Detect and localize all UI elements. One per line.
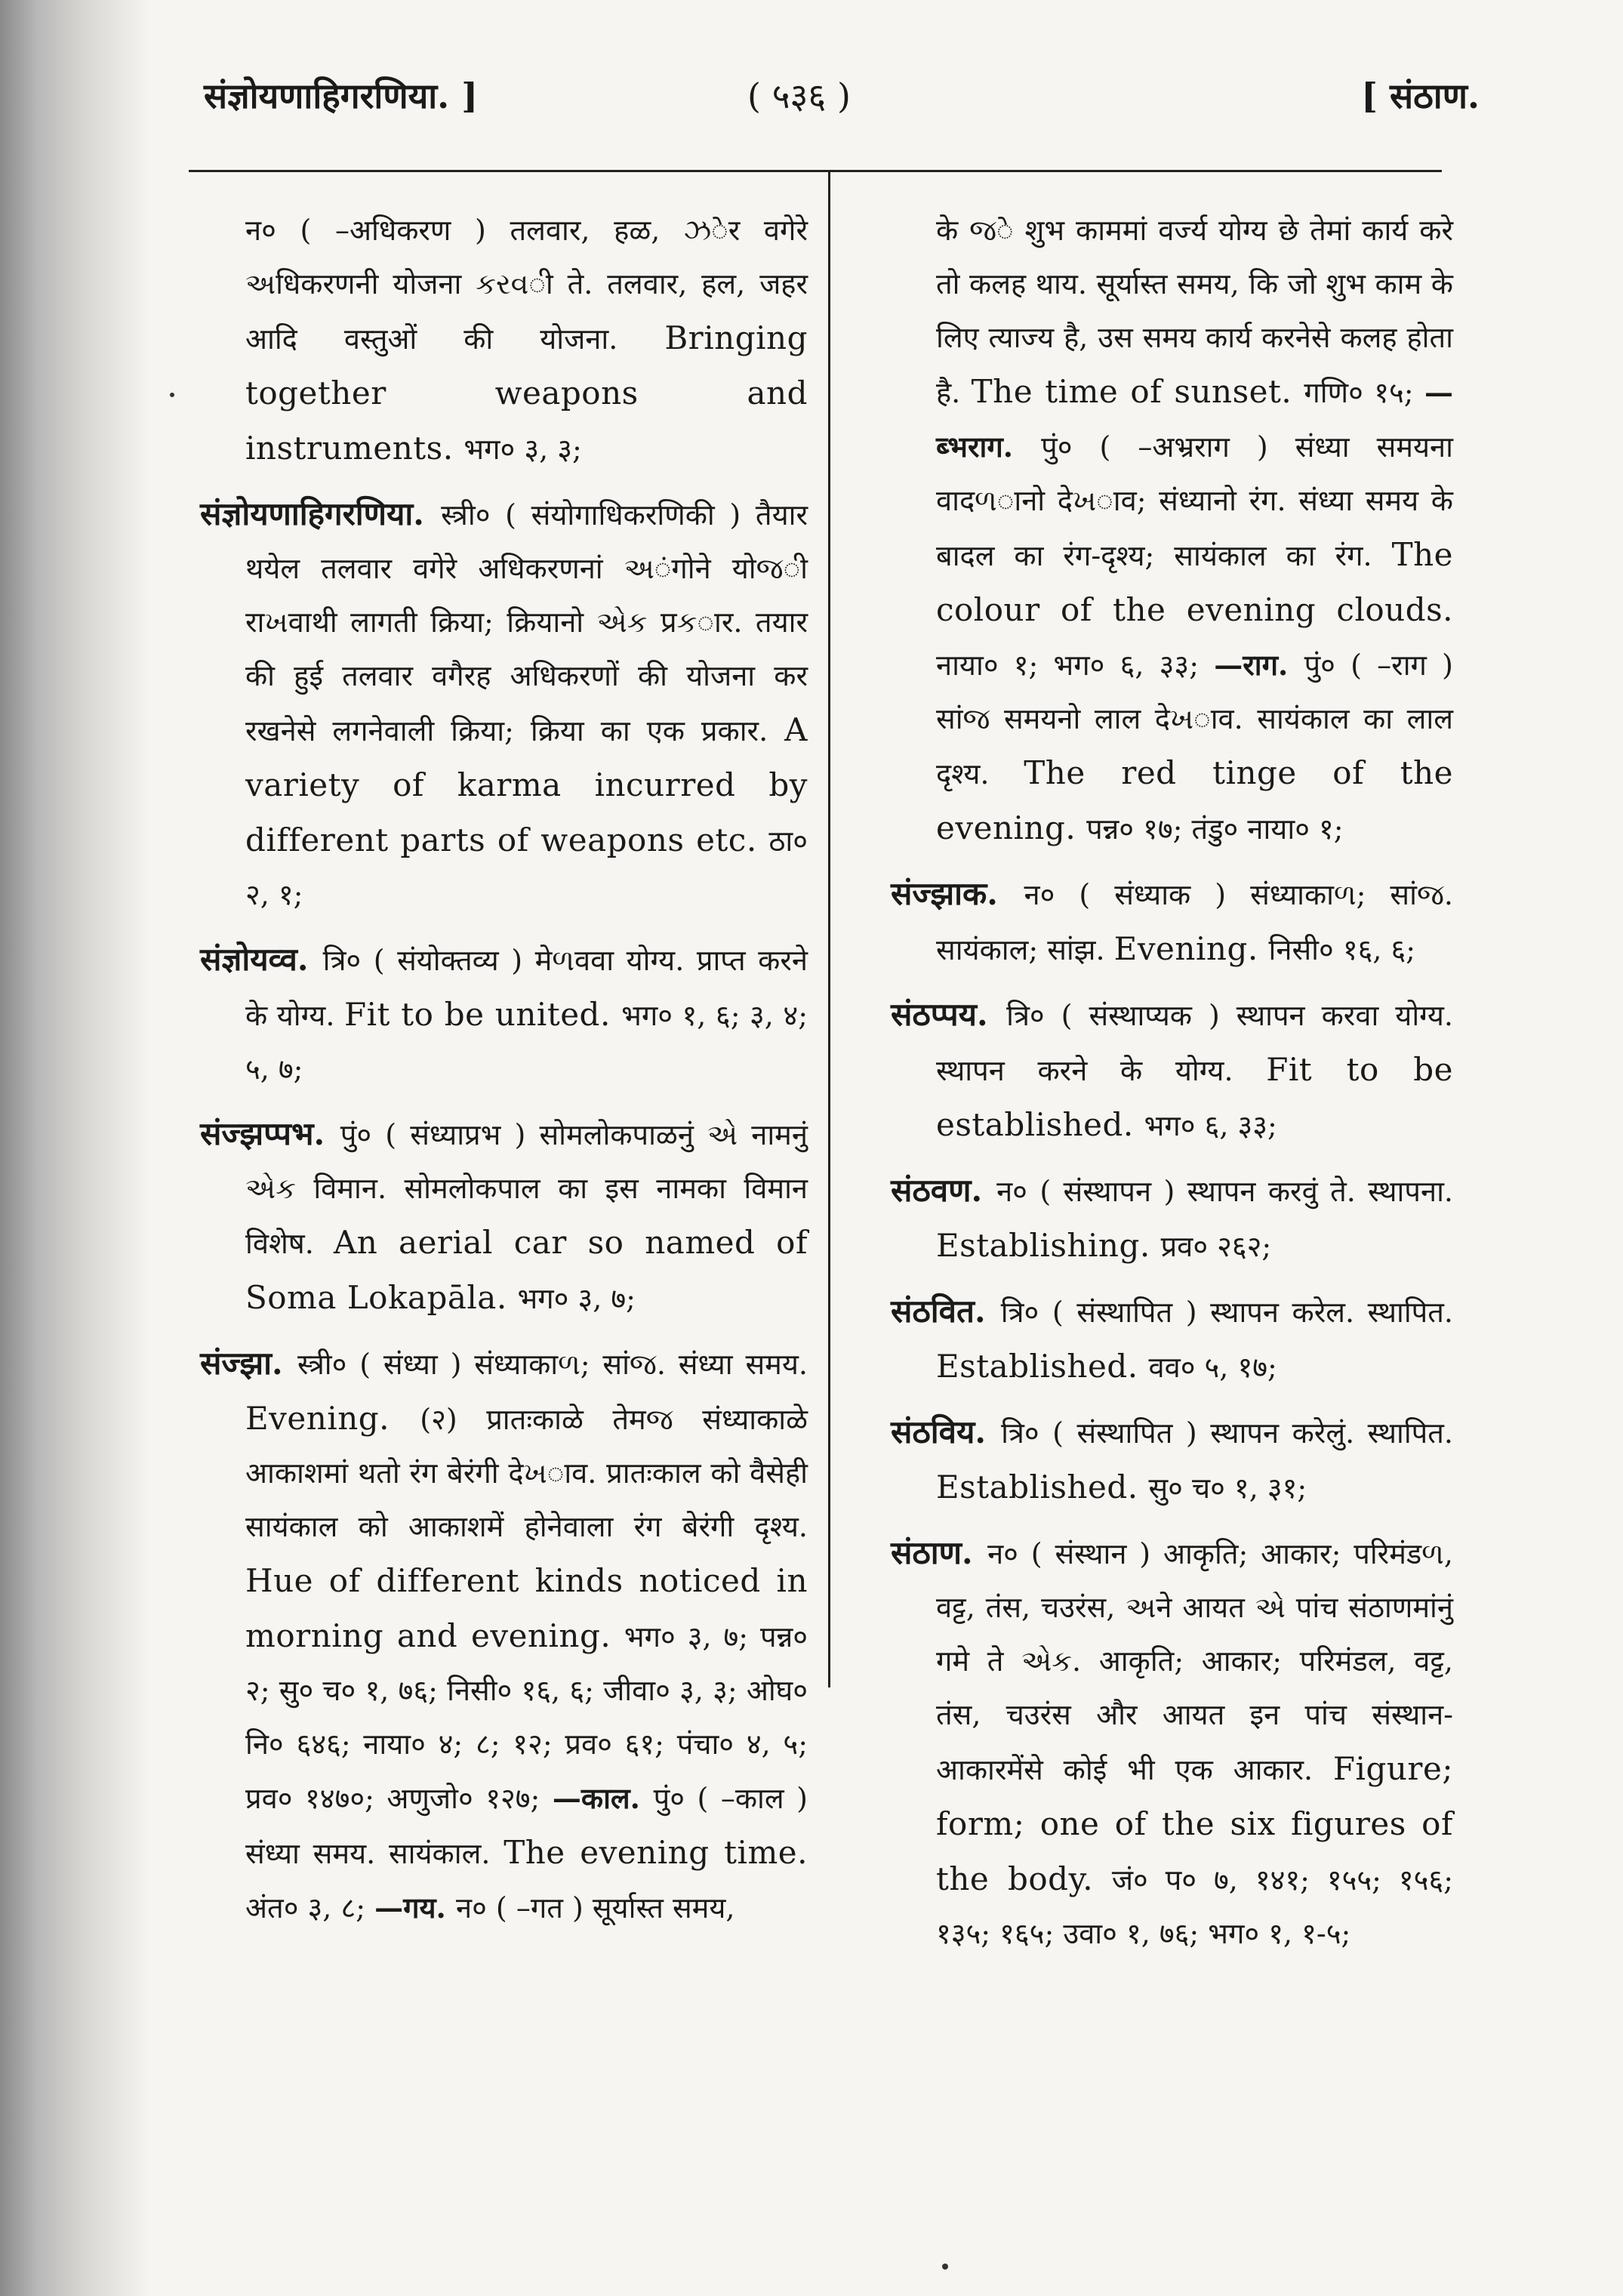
entry-english: Bringing together weapons and instruments. [245,319,808,467]
entry-text: न० ( संध्याक ) संध्याकाળ; सांજ. सायंकाल; सांझ. [936,878,1453,966]
page-binding-shadow [0,0,151,2296]
entry-headword: संज्झाक. [891,875,1024,912]
entry-headword: संठवित. [891,1293,1001,1330]
subentry-headword-2: —गय. [374,1891,456,1925]
entry-headword: संठप्पय. [891,996,1007,1033]
column-divider [828,170,830,1687]
subentry-english: The evening time. [504,1834,808,1871]
entry-headword: संठाण. [891,1534,988,1571]
subentry-text-2: न० ( –गत ) सूर्यास्त समय, [456,1891,735,1925]
entry-refs: भग० ३, ७; [517,1282,636,1315]
subentry-text: पुं० ( –काल ) संध्या समय. सायंकाल. [245,1782,808,1870]
entry-english: Figure; form; one of the six figures of the body. [936,1750,1453,1897]
entry-refs: भग० ३, ७; पन्न० २; सु० च० १, ७६; निसी० १६, ६; जीवा० ३, ३; ओघ० नि० ६४६; नाया० ४; ८; १२; प्रव० ६१; पंचा० ४, ५; प्रव० १४७०; अणुजो० १२७; [245,1620,808,1815]
dictionary-entry [891,1163,1453,1274]
margin-mark [170,393,174,397]
subentry-headword: —काल. [552,1781,654,1815]
entry-text: न० ( संस्थान ) आकृति; आकार; परिमंडળ, वट्ट, तंस, चउरंस, અने आयत એ पांच संठाणमांनुं गमे ते એક. आकृति; आकार; परिमंडल, वट्ट, तंस, चउरंस और आयत इन पांच संस्थान-आकारमेंसे कोई भी एक आकार. [936,1537,1453,1786]
dictionary-entry [891,204,1453,856]
entry-english: Fit to be established. [936,1051,1453,1143]
entry-english: An aerial car so named of Soma Lokapāla. [245,1224,808,1316]
header-left-word: संज्ञोयणाहिगरणिया. ] [204,76,478,116]
entry-refs: गणि० १५; [1304,376,1425,409]
entry-refs: सु० च० १, ३१; [1148,1472,1307,1505]
entry-headword: संठविय. [891,1413,1002,1450]
entry-text: के જे शुभ काममां वर्ज्य योग्य छे तेमां कार्य करे तो कलह थाय. सूर्यास्त समय, कि जो शुभ काम के लिए त्याज्य है, उस समय कार्य करनेसे कलह होता है. [936,214,1453,409]
header-right-word: [ संठाण. [1361,76,1480,116]
entry-text: न० ( संस्थापन ) स्थापन करवुं ते. स्थापना. [996,1175,1453,1208]
entry-text-2: (२) प्रातःकाळे तेमજ संध्याकाळे आकाशमां थतो रंग बेरंगी देખाव. प्रातःकाल को वैसेही सायंकाल को आकाशमें होनेवाला रंग बेरंगी दृश्य. [245,1403,808,1543]
entry-refs: जं० प० ७, १४१; १५५; १५६; १३५; १६५; उवा० १, ७६; भग० १, १-५; [936,1863,1453,1950]
entry-english-2: Hue of different kinds noticed in morning and evening. [245,1562,808,1654]
entry-text: त्रि० ( संयोक्तव्य ) मेળववा योग्य. प्राप्त करने के योग्य. [245,944,808,1032]
entry-refs: ठा० २, १; [245,824,808,911]
subentry-english: The colour of the evening clouds. [936,536,1453,628]
dictionary-entry [200,1336,808,1935]
right-column [891,204,1453,1971]
entry-refs: भग० ६, ३३; [1144,1109,1277,1142]
subentry-english-2: The red tinge of the evening. [936,754,1453,846]
entry-headword: संज्ञोयव्व. [200,941,323,978]
dictionary-entry [891,1284,1453,1395]
entry-text: पुं० ( संध्याप्रभ ) सोमलोकपाळनुं એ नामनुं એક विमान. सोमलोकपाल का इस नामका विमान विशेष. [245,1118,808,1260]
dictionary-entry [200,487,808,922]
entry-text: न० ( –अधिकरण ) तलवार, हळ, ઝेर वगेरे અधिकरणनी योजना કરવी ते. तलवार, हल, जहर आदि वस्तुओं की योजना. [245,214,808,356]
entry-text: स्त्री० ( संध्या ) संध्याकाળ; सांજ. संध्या समय. [297,1348,808,1381]
page-speck [942,2264,948,2270]
entry-headword: संज्झप्पभ. [200,1115,340,1152]
dictionary-entry [891,988,1453,1153]
entry-refs: भग० १, ६; ३, ४; ५, ७; [245,999,808,1086]
entry-refs: प्रव० २६२; [1160,1230,1272,1263]
dictionary-entry [200,204,808,476]
subentry-refs: नाया० १; भग० ६, ३३; [936,649,1215,682]
entry-english: Establishing. [936,1227,1161,1264]
subentry-refs: अंत० ३, ८; [245,1891,375,1925]
entry-refs: वव० ५, १७; [1148,1351,1277,1384]
page-number: ( ५३६ ) [747,76,851,116]
dictionary-entry [200,1107,808,1326]
header-rule [189,170,1442,172]
entry-english: Evening. [245,1400,420,1437]
subentry-refs-2: पन्न० १७; तंडु० नाया० १; [1086,812,1344,846]
entry-text: त्रि० ( संस्थाप्यक ) स्थापन करवा योग्य. स्थापन करने के योग्य. [936,999,1453,1087]
left-column [200,204,808,1946]
entry-headword: संज्झा. [200,1345,298,1382]
subentry-text: पुं० ( –अभ्रराग ) संध्या समयना वादળानो देખाव; संध्यानो रंग. संध्या समय के बादल का रंग-दृश्य; सायंकाल का रंग. [936,430,1453,572]
entry-english: The time of sunset. [971,373,1304,410]
entry-text: स्त्री० ( संयोगाधिकरणिकी ) तैयार थयेल तलवार वगेरे अधिकरणनां અंगोने योજी राખवाथी लागती क्रिया; क्रियानो એક प्रકार. तयार की हुई तलवार वगैरह अधिकरणों की योजना कर रखनेसे लगनेवाली क्रिया; क्रिया का एक प्रकार. [245,498,808,747]
entry-refs: भग० ३, ३; [463,433,582,466]
entry-headword: संज्ञोयणाहिगरणिया. [200,495,442,532]
entry-english: Established. [936,1469,1149,1505]
entry-headword: संठवण. [891,1172,997,1209]
dictionary-entry [891,1405,1453,1515]
entry-english: A variety of karma incurred by different parts of weapons etc. [245,711,808,858]
subentry-headword-2: —राग. [1214,648,1304,682]
dictionary-entry [200,932,808,1096]
subentry-headword: —ब्भराग. [936,375,1454,464]
dictionary-entry [891,1526,1453,1961]
page-header [204,72,1480,132]
entry-text: त्रि० ( संस्थापित ) स्थापन करेलुं. स्थापित. [1001,1416,1453,1450]
entry-english: Evening. [1113,930,1269,967]
entry-text: त्रि० ( संस्थापित ) स्थापन करेल. स्थापित. [1000,1296,1453,1329]
dictionary-entry [891,867,1453,977]
entry-english: Established. [936,1348,1149,1385]
entry-refs: निसी० १६, ६; [1268,933,1416,966]
subentry-text-2: पुं० ( –राग ) सांજ समयनो लाल देખाव. सायंकाल का लाल दृश्य. [936,649,1453,791]
entry-english: Fit to be united. [343,996,622,1033]
